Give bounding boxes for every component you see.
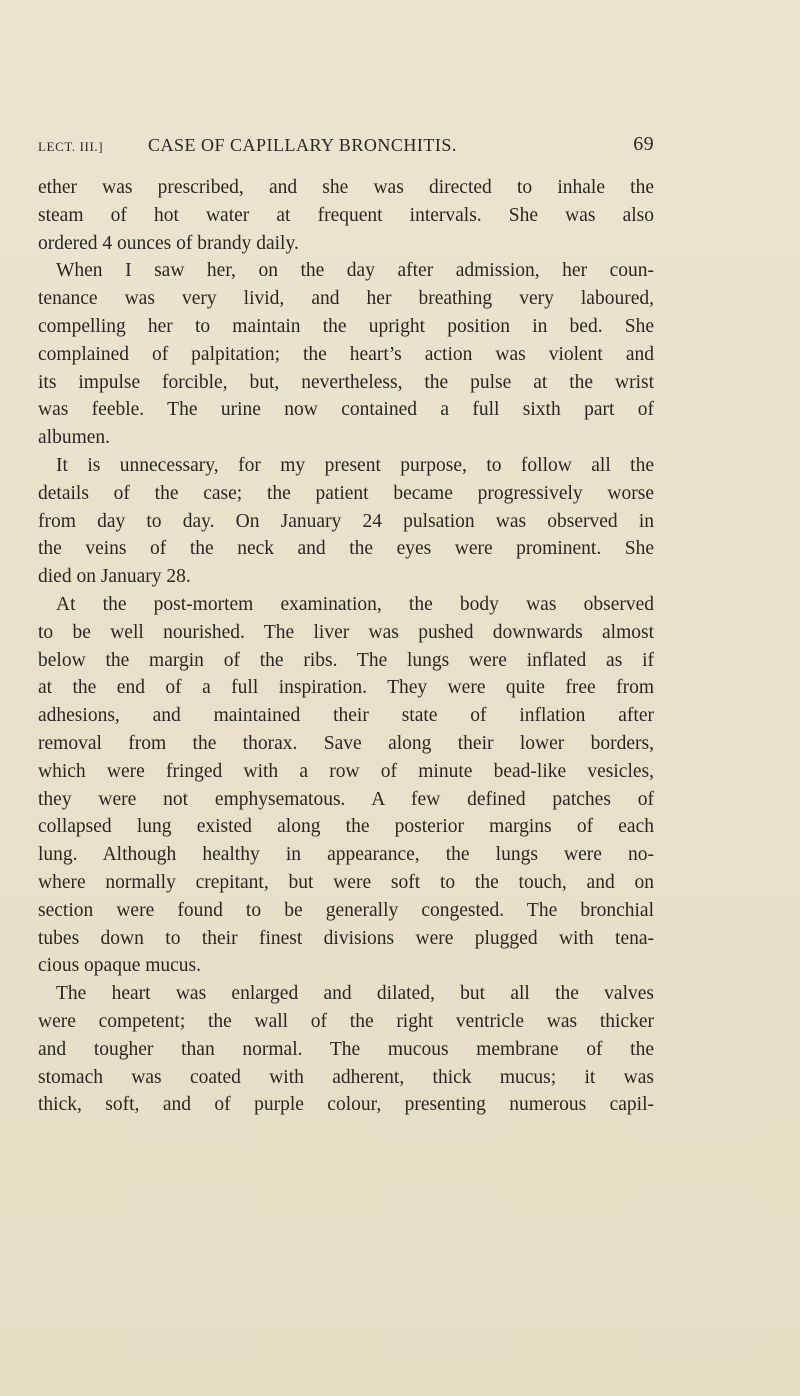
text-line: ordered 4 ounces of brandy daily. [38, 232, 299, 254]
text-line: were competent; the wall of the right ventricle was thicker [38, 1010, 654, 1032]
text-line: collapsed lung existed along the posterior margins of each [38, 816, 654, 838]
text-line: The heart was enlarged and dilated, but all the valves [56, 983, 654, 1005]
text-line: thick, soft, and of purple colour, presenting numerous capil- [38, 1094, 654, 1116]
text-line: It is unnecessary, for my present purpose, to follow all the [56, 454, 654, 476]
text-line: ether was prescribed, and she was directed to inhale the [38, 177, 654, 198]
text-line: and tougher than normal. The mucous membrane of the [38, 1038, 654, 1060]
text-line: albumen. [38, 427, 111, 449]
text-line: compelling her to maintain the upright position in bed. She [38, 315, 654, 337]
text-line: to be well nourished. The liver was pushed downwards almost [38, 621, 654, 643]
text-line: stomach was coated with adherent, thick mucus; it was [38, 1066, 654, 1088]
text-line: lung. Although healthy in appearance, the lungs were no- [38, 844, 654, 866]
text-line: they were not emphysematous. A few defined patches of [38, 788, 654, 810]
text-line: details of the case; the patient became progressively worse [38, 482, 654, 504]
page-number: 69 [633, 133, 654, 155]
text-line: section were found to be generally congested. The bronchial [38, 899, 654, 921]
text-line: was feeble. The urine now contained a full sixth part of [38, 399, 654, 421]
running-header [38, 135, 654, 161]
text-line: which were fringed with a row of minute bead-like vesicles, [38, 760, 654, 782]
text-line: died on January 28. [38, 566, 191, 588]
text-line: cious opaque mucus. [38, 955, 202, 977]
text-line: at the end of a full inspiration. They were quite free from [38, 677, 654, 699]
text-line: tubes down to their finest divisions were plugged with tena- [38, 927, 654, 949]
text-line: complained of palpitation; the heart’s action was violent and [38, 343, 654, 365]
text-line: tenance was very livid, and her breathing very laboured, [38, 288, 654, 310]
text-line: from day to day. On January 24 pulsation was observed in [38, 510, 654, 532]
text-line: its impulse forcible, but, nevertheless, the pulse at the wrist [38, 371, 654, 393]
text-line: removal from the thorax. Save along their lower borders, [38, 732, 654, 754]
page-title: CASE OF CAPILLARY BRONCHITIS. [148, 135, 457, 155]
text-line: where normally crepitant, but were soft to the touch, and on [38, 871, 654, 893]
body-text [38, 174, 654, 1119]
text-line: the veins of the neck and the eyes were prominent. She [38, 538, 654, 560]
text-line: At the post-mortem examination, the body was observed [56, 593, 654, 615]
lecture-marker: LECT. III.] [38, 139, 104, 154]
text-line: steam of hot water at frequent intervals. She was also [38, 204, 654, 226]
text-line: adhesions, and maintained their state of inflation after [38, 705, 654, 727]
text-line: When I saw her, on the day after admission, her coun- [56, 260, 654, 282]
text-line: below the margin of the ribs. The lungs were inflated as if [38, 649, 654, 671]
